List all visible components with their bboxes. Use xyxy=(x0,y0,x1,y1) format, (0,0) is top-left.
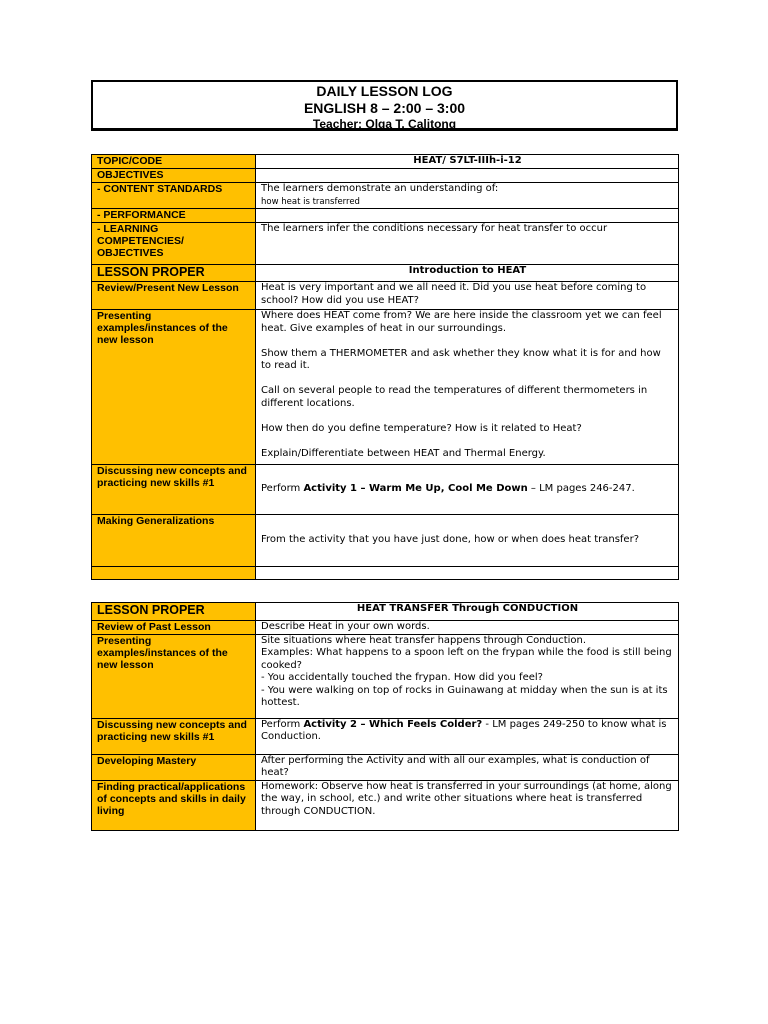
finding-value: Homework: Observe how heat is transferred in your surroundings (at home, along the way, in school, etc.) and write other situations where heat is transferred through CONDUCTION. xyxy=(256,780,679,830)
topic-label: TOPIC/CODE xyxy=(92,155,256,169)
content-standards-cell xyxy=(256,183,679,209)
presenting-line-2: Examples: What happens to a spoon left on the frypan while the food is still being cooked? xyxy=(261,647,672,671)
objectives-value xyxy=(256,169,679,183)
discussing-prefix-2: Perform xyxy=(261,718,304,730)
review-past-label: Review of Past Lesson xyxy=(92,621,256,635)
learning-competencies-value: The learners infer the conditions necessary for heat transfer to occur xyxy=(256,223,679,265)
discussing-activity: Activity 1 – Warm Me Up, Cool Me Down xyxy=(303,483,528,495)
generalizations-label: Making Generalizations xyxy=(92,515,256,567)
content-standards-value: The learners demonstrate an understanding of: xyxy=(261,183,499,194)
review-value: Heat is very important and we all need it. Did you use heat before coming to school? How did you use HEAT? xyxy=(256,282,679,310)
presenting-cell xyxy=(256,310,679,465)
subject-time: ENGLISH 8 – 2:00 – 3:00 xyxy=(303,100,466,116)
review-past-value: Describe Heat in your own words. xyxy=(256,621,679,635)
discussing-suffix: – LM pages 246-247. xyxy=(527,483,635,495)
presenting-cell-2 xyxy=(256,634,679,718)
lesson-proper-title: Introduction to HEAT xyxy=(256,265,679,282)
presenting-paragraph-4: How then do you define temperature? How is it related to Heat? xyxy=(261,422,582,434)
teacher-name: Teacher: Olga T. Calitong xyxy=(312,117,457,131)
learning-label-line-2: COMPETENCIES/ xyxy=(97,235,184,247)
lesson-proper-title-2: HEAT TRANSFER Through CONDUCTION xyxy=(256,603,679,621)
empty-value xyxy=(256,567,679,580)
presenting-paragraph-2: Show them a THERMOMETER and ask whether they know what it is for and how to read it. xyxy=(261,347,661,371)
presenting-paragraph-3: Call on several people to read the temperatures of different thermometers in different locations. xyxy=(261,385,648,409)
content-standards-label: - CONTENT STANDARDS xyxy=(92,183,256,209)
generalizations-value: From the activity that you have just done, how or when does heat transfer? xyxy=(261,534,640,546)
review-label: Review/Present New Lesson xyxy=(92,282,256,310)
presenting-paragraph-1: Where does HEAT come from? We are here inside the classroom yet we can feel heat. Give examples of heat in our surroundings. xyxy=(261,310,662,334)
objectives-label: OBJECTIVES xyxy=(92,169,256,183)
lesson-log-header xyxy=(91,80,678,131)
lesson-proper-label: LESSON PROPER xyxy=(92,265,256,282)
generalizations-cell xyxy=(256,515,679,567)
document-title: DAILY LESSON LOG xyxy=(316,83,453,99)
performance-value xyxy=(256,209,679,223)
topic-value: HEAT/ S7LT-IIIh-i-12 xyxy=(256,155,679,169)
content-standards-sub: how heat is transferred xyxy=(261,196,360,207)
finding-label: Finding practical/applications of concepts and skills in daily living xyxy=(92,780,256,830)
learning-label-line-3: OBJECTIVES xyxy=(97,247,164,259)
empty-label xyxy=(92,567,256,580)
presenting-label: Presenting examples/instances of the new lesson xyxy=(92,310,256,465)
discussing-cell-2 xyxy=(256,718,679,754)
lesson-proper-label-2: LESSON PROPER xyxy=(92,603,256,621)
discussing-activity-2: Activity 2 – Which Feels Colder? xyxy=(303,718,483,730)
learning-competencies-label xyxy=(92,223,256,265)
presenting-paragraph-5: Explain/Differentiate between HEAT and Thermal Energy. xyxy=(261,447,546,459)
presenting-label-2: Presenting examples/instances of the new lesson xyxy=(92,634,256,718)
discussing-prefix: Perform xyxy=(261,483,304,495)
discussing-suffix-2: - LM pages 249-250 to know what is Conduction. xyxy=(261,718,667,742)
presenting-line-1: Site situations where heat transfer happens through Conduction. xyxy=(261,634,587,646)
discussing-label-2: Discussing new concepts and practicing new skills #1 xyxy=(92,718,256,754)
presenting-line-4: - You were walking on top of rocks in Guinawang at midday when the sun is at its hottest. xyxy=(261,684,668,708)
mastery-label: Developing Mastery xyxy=(92,754,256,780)
learning-label-line-1: - LEARNING xyxy=(97,223,159,235)
lesson-table-introduction xyxy=(91,154,679,580)
performance-label: - PERFORMANCE xyxy=(92,209,256,223)
lesson-table-conduction xyxy=(91,602,679,831)
mastery-value: After performing the Activity and with all our examples, what is conduction of heat? xyxy=(256,754,679,780)
discussing-cell xyxy=(256,465,679,515)
presenting-line-3: - You accidentally touched the frypan. How did you feel? xyxy=(261,672,543,683)
discussing-label: Discussing new concepts and practicing new skills #1 xyxy=(92,465,256,515)
